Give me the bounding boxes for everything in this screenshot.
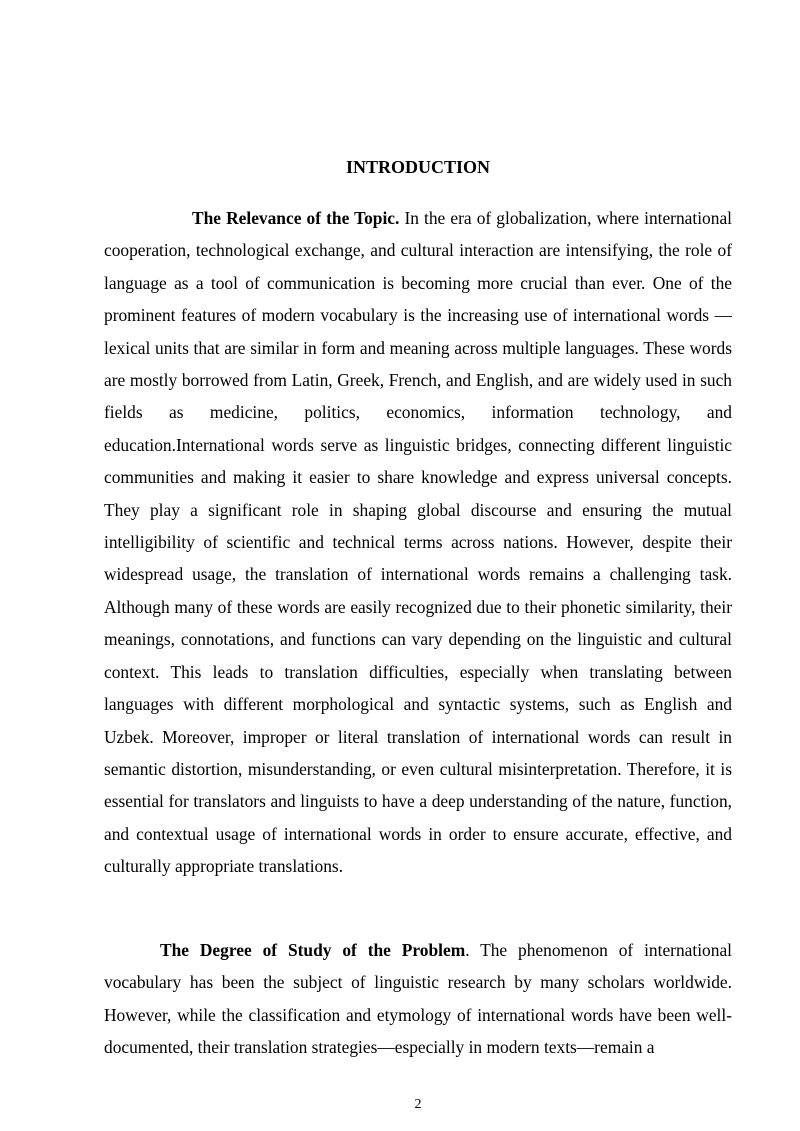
paragraph-body: In the era of globalization, where international cooperation, technological exchange, and cultural interaction are intensifying, the role of language as a tool of communication is becoming more crucial than ever. One of the prominent features of modern vocabulary is the increasing use of international words — lexical units that are similar in form and meaning across multiple languages. These words are mostly borrowed from Latin, Greek, French, and English, and are widely used in such fields as medicine, politics, economics, information technology, and education.International words serve as linguistic bridges, connecting different linguistic communities and making it easier to share knowledge and express universal concepts. They play a significant role in shaping global discourse and ensuring the mutual intelligibility of scientific and technical terms across nations. However, despite their widespread usage, the translation of international words remains a challenging task. Although many of these words are easily recognized due to their phonetic similarity, their meanings, connotations, and functions can vary depending on the linguistic and cultural context. This leads to translation difficulties, especially when translating between languages with different morphological and syntactic systems, such as English and Uzbek. Moreover, improper or literal translation of international words can result in semantic distortion, misunderstanding, or even cultural misinterpretation. Therefore, it is essential for translators and linguists to have a deep understanding of the nature, function, and contextual usage of international words in order to ensure accurate, effective, and culturally appropriate translations. [104, 208, 732, 877]
paragraph-relevance [104, 202, 732, 883]
paragraph-lead: The Degree of Study of the Problem [160, 940, 466, 960]
page-number: 2 [414, 1097, 422, 1112]
paragraph-degree-of-study [104, 934, 732, 1064]
paragraph-lead: The Relevance of the Topic. [192, 208, 400, 228]
paragraph-body: . The phenomenon of international vocabulary has been the subject of linguistic research by many scholars worldwide. However, while the classification and etymology of international words have been well-documented, their translation strategies—especially in modern texts—remain a [104, 940, 732, 1058]
section-heading: INTRODUCTION [345, 157, 491, 177]
